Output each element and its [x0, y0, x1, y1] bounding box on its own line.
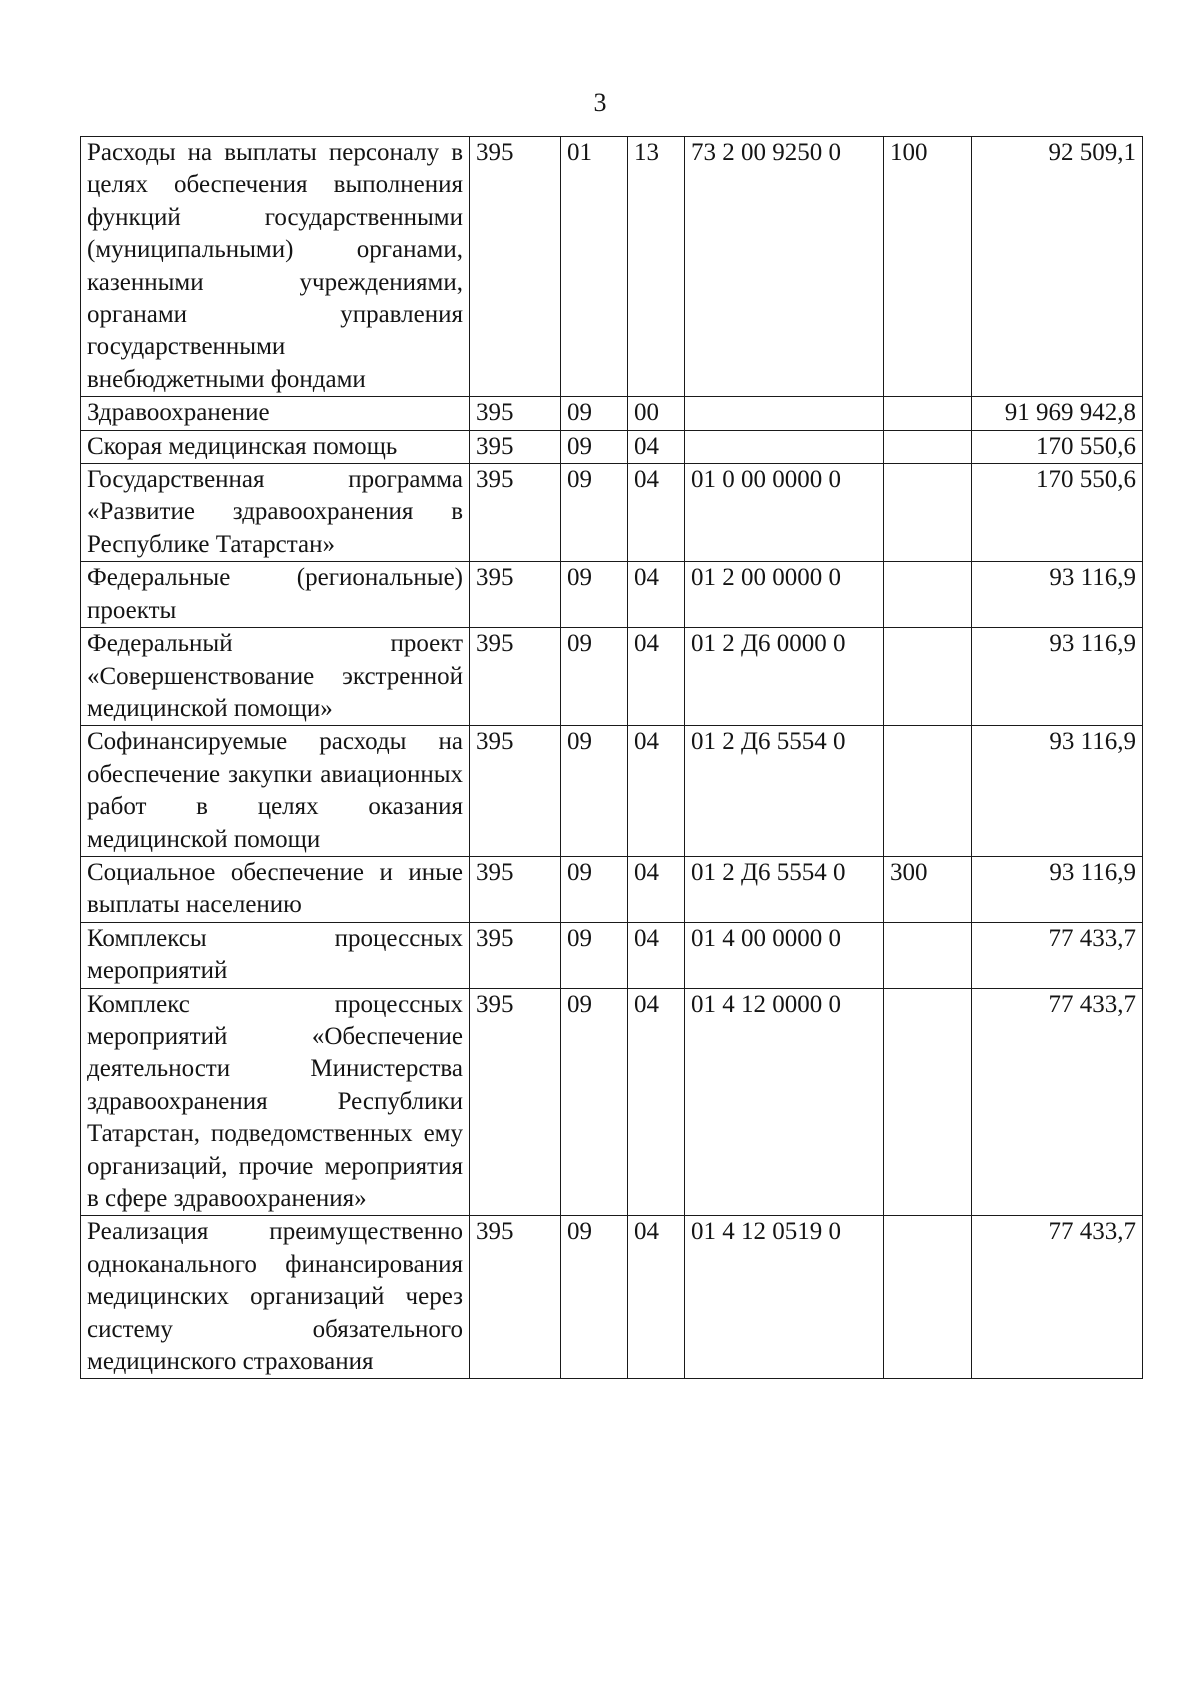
row-sum: 170 550,6	[972, 430, 1143, 463]
row-csr: 01 2 00 0000 0	[685, 562, 884, 628]
row-sum: 77 433,7	[972, 922, 1143, 988]
row-sum: 77 433,7	[972, 988, 1143, 1216]
row-sum: 170 550,6	[972, 464, 1143, 562]
row-name: Скорая медицинская помощь	[81, 430, 470, 463]
budget-table	[80, 136, 1143, 1379]
row-rz: 09	[561, 726, 628, 857]
page-number: 3	[593, 88, 607, 117]
row-csr: 01 4 12 0000 0	[685, 988, 884, 1216]
row-rz: 09	[561, 397, 628, 430]
row-rz: 01	[561, 137, 628, 397]
row-sum: 91 969 942,8	[972, 397, 1143, 430]
row-rz: 09	[561, 922, 628, 988]
row-pr: 04	[628, 856, 685, 922]
row-pr: 13	[628, 137, 685, 397]
row-rz: 09	[561, 430, 628, 463]
row-vr	[884, 628, 972, 726]
row-ved: 395	[470, 464, 561, 562]
row-name: Здравоохранение	[81, 397, 470, 430]
row-sum: 93 116,9	[972, 562, 1143, 628]
row-rz: 09	[561, 628, 628, 726]
row-vr	[884, 726, 972, 857]
row-sum: 77 433,7	[972, 1216, 1143, 1379]
row-csr: 01 4 12 0519 0	[685, 1216, 884, 1379]
row-csr: 73 2 00 9250 0	[685, 137, 884, 397]
row-csr: 01 2 Д6 5554 0	[685, 726, 884, 857]
row-vr: 100	[884, 137, 972, 397]
row-name: Расходы на выплаты персоналу в целях обеспечения выполнения функций государственными (муниципальными) органами, казенными учреждениями, органами управления государственными внебюджетными фондами	[81, 137, 470, 397]
table-row	[81, 137, 1143, 397]
table-row	[81, 856, 1143, 922]
row-vr	[884, 562, 972, 628]
row-csr	[685, 430, 884, 463]
row-pr: 04	[628, 726, 685, 857]
row-pr: 00	[628, 397, 685, 430]
row-sum: 93 116,9	[972, 628, 1143, 726]
row-pr: 04	[628, 1216, 685, 1379]
row-sum: 92 509,1	[972, 137, 1143, 397]
row-csr: 01 2 Д6 5554 0	[685, 856, 884, 922]
row-name: Комплексы процессных мероприятий	[81, 922, 470, 988]
row-vr	[884, 397, 972, 430]
row-pr: 04	[628, 464, 685, 562]
row-pr: 04	[628, 922, 685, 988]
row-csr: 01 2 Д6 0000 0	[685, 628, 884, 726]
row-name: Социальное обеспечение и иные выплаты населению	[81, 856, 470, 922]
row-name: Комплекс процессных мероприятий «Обеспечение деятельности Министерства здравоохранения Республики Татарстан, подведомственных ему организаций, прочие мероприятия в сфере здравоохранения»	[81, 988, 470, 1216]
row-name: Федеральный проект «Совершенствование экстренной медицинской помощи»	[81, 628, 470, 726]
table-row	[81, 726, 1143, 857]
row-ved: 395	[470, 726, 561, 857]
row-vr	[884, 1216, 972, 1379]
row-csr: 01 0 00 0000 0	[685, 464, 884, 562]
table-row	[81, 628, 1143, 726]
row-vr	[884, 922, 972, 988]
row-ved: 395	[470, 397, 561, 430]
row-vr	[884, 988, 972, 1216]
row-ved: 395	[470, 430, 561, 463]
row-rz: 09	[561, 464, 628, 562]
table-row	[81, 464, 1143, 562]
row-name: Софинансируемые расходы на обеспечение закупки авиационных работ в целях оказания медицинской помощи	[81, 726, 470, 857]
row-pr: 04	[628, 562, 685, 628]
row-vr	[884, 464, 972, 562]
row-pr: 04	[628, 430, 685, 463]
row-csr	[685, 397, 884, 430]
table-row	[81, 562, 1143, 628]
table-row	[81, 922, 1143, 988]
row-ved: 395	[470, 562, 561, 628]
row-sum: 93 116,9	[972, 856, 1143, 922]
table-row	[81, 397, 1143, 430]
table-row	[81, 988, 1143, 1216]
row-ved: 395	[470, 628, 561, 726]
row-vr: 300	[884, 856, 972, 922]
row-rz: 09	[561, 1216, 628, 1379]
row-name: Государственная программа «Развитие здравоохранения в Республике Татарстан»	[81, 464, 470, 562]
table-row	[81, 1216, 1143, 1379]
table-row	[81, 430, 1143, 463]
row-ved: 395	[470, 856, 561, 922]
row-name: Реализация преимущественно одноканального финансирования медицинских организаций через систему обязательного медицинского страхования	[81, 1216, 470, 1379]
row-ved: 395	[470, 922, 561, 988]
row-ved: 395	[470, 988, 561, 1216]
row-name: Федеральные (региональные) проекты	[81, 562, 470, 628]
row-rz: 09	[561, 562, 628, 628]
row-rz: 09	[561, 856, 628, 922]
row-rz: 09	[561, 988, 628, 1216]
row-sum: 93 116,9	[972, 726, 1143, 857]
row-ved: 395	[470, 137, 561, 397]
row-csr: 01 4 00 0000 0	[685, 922, 884, 988]
row-vr	[884, 430, 972, 463]
row-pr: 04	[628, 628, 685, 726]
row-ved: 395	[470, 1216, 561, 1379]
row-pr: 04	[628, 988, 685, 1216]
